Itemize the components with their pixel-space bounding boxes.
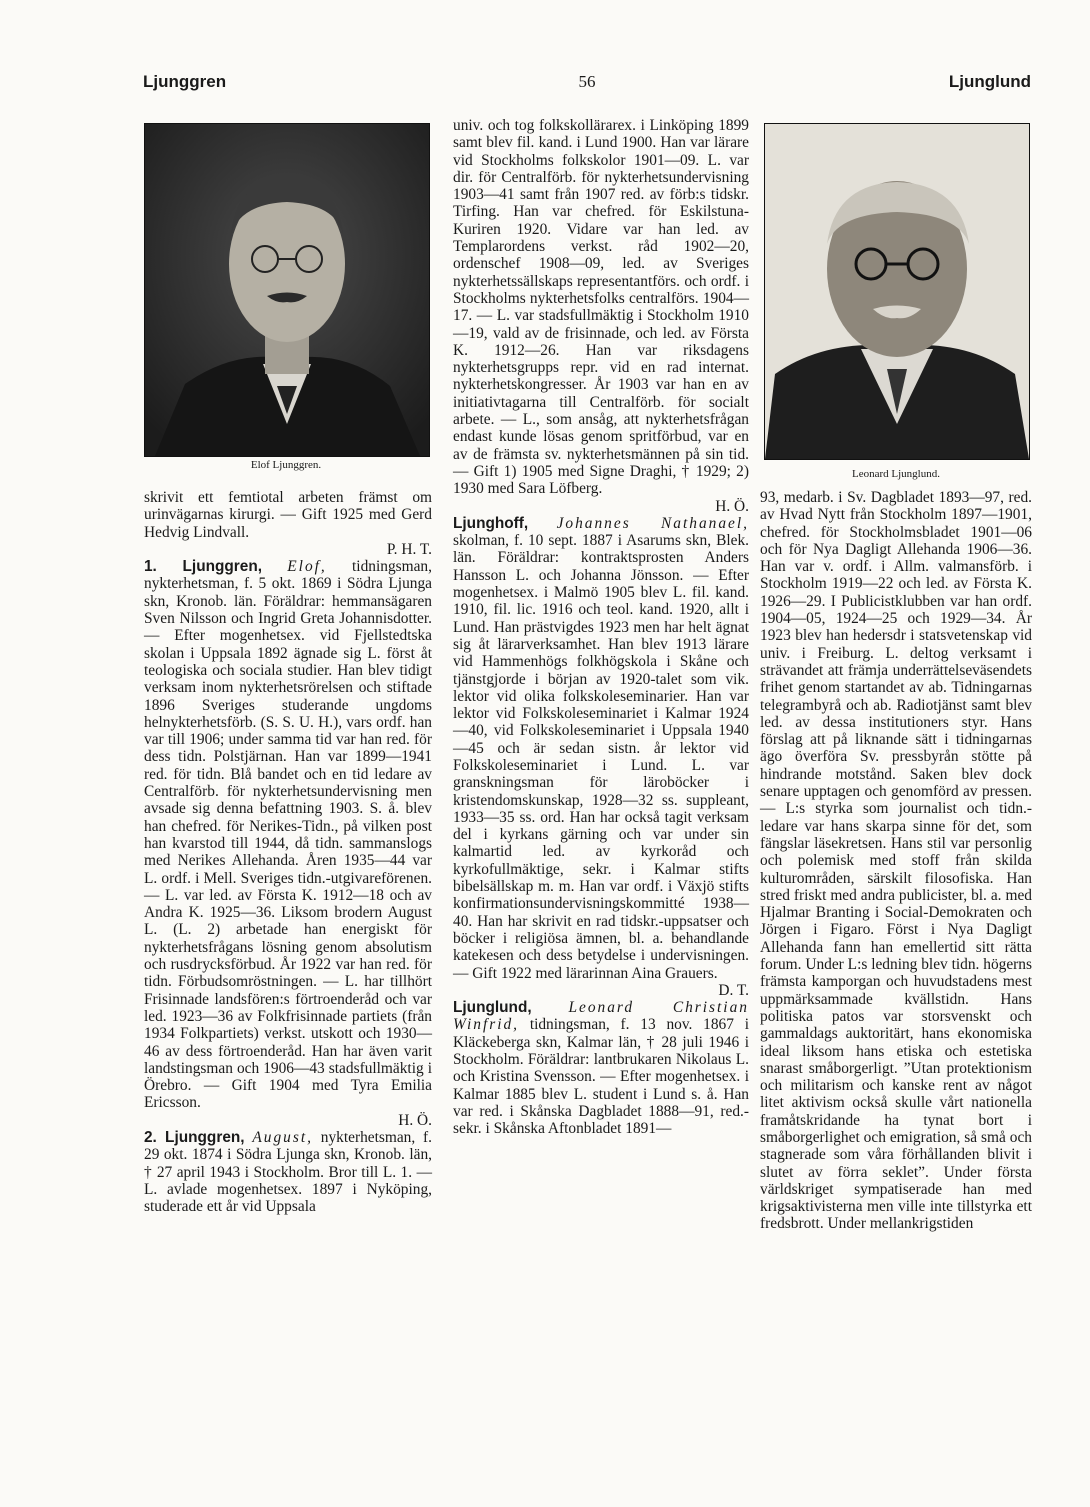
entry-given-name: Johannes Nathanael, [556,514,749,532]
signature: H. Ö. [398,1111,432,1129]
portrait-leonard-image [765,124,1029,459]
column-2-text [453,117,749,1138]
entry-body: tidningsman, f. 13 nov. 1867 i Kläckeberga skn, Kalmar län, † 28 juli 1946 i Stockholm. Föräldrar: lantbrukaren Nikolaus L. och Kristina Svensson. — Efter mogenhetsex. i Kalmar 1885 blev L. student i Lund s. å. Han var red. i Skånska Dagbladet 1888—91, red.-sekr. i Skånska Aftonbladet 1891— [453,1016,749,1138]
entry-heading: Ljunghoff, [453,514,529,532]
signature: H. Ö. [715,497,749,515]
entry-given-name: Elof, [287,558,327,576]
entry-body: skolman, f. 10 sept. 1887 i Asarums skn, Blek. län. Föräldrar: kontraktsprosten Anders Hansson L. och Johanna Jönsson. — Efter mogenhetsex. i Malmö 1905 blev L. fil. kand. 1910, fil. lic. 1916 och teol. kand. 1920, allt i Lund. Han prästvigdes 1923 men har helt ägnat sig åt lärarverksamhet. Han blev 1913 lärare vid Hammenhögs folkhögskola i Skåne och tjänstgjorde i början av 1920-talet som vik. lektor vid olika folkskoleseminarier. Han var lektor vid Folkskoleseminariet i Kalmar 1924—40, vid Folkskoleseminariet i Uppsala 1940—45 och är sedan sistn. år lektor vid Folkskoleseminariet i Lund. L. var granskningsman för läroböcker i kristendomskunskap, 1928—32 ss. suppleant, 1933—35 ss. ord. Han har också tagit verksam del i kyrkans gärning och var under sin kalmartid led. av kyrkoråd och kyrkofullmäktige, sekr. i Kalmar stifts bibelsällskap m. m. Han var ordf. i Växjö stifts konfirmationsundervisningskommitté 1938—40. Han har skrivit en rad tidskr.-uppsatser och böcker i religiösa ämnen, bl. a. behandlande katekesen och dess betydelse i undervisningen. — Gift 1922 med lärarinnan Aina Grauers. [453,532,749,982]
header-right-keyword: Ljunglund [948,72,1031,91]
page-number: 56 [578,72,596,91]
entry-leonard-ljunglund [453,999,749,1137]
running-header [143,72,1031,102]
entry-body: nykterhetsman, f. 29 okt. 1874 i Södra Ljunga skn, Kronob. län, † 27 april 1943 i Stockholm. Bror till L. 1. — L. avlade mogenhetsex. 1897 i Nyköping, studerade ett år vid Uppsala [144,1128,432,1216]
entry-august-ljunggren [144,1129,432,1215]
column-1-text [144,489,432,1215]
entry-elof-ljunggren [144,558,432,1112]
column-3-text [760,489,1032,1233]
header-left-keyword: Ljunggren [143,72,227,91]
entry-heading: 2. Ljunggren, [144,1128,245,1146]
signature: P. H. T. [386,540,432,558]
portrait-elof-ljunggren [144,123,430,457]
signature: D. T. [718,981,749,999]
entry-body: tidningsman, nykterhetsman, f. 5 okt. 1869 i Södra Ljunga skn, Kronob. län. Föräldrar: hemmansägaren Sven Nilsson och Ingrid Greta Johannisdotter. — Efter mogenhetsex. vid Fjellstedtska skolan i Uppsala 1892 ägnade sig L. först åt teologiska och sociala studier. Han blev tidigt verksam inom nykterhetsrörelsen och stiftade 1896 Sveriges studerande ungdoms helnykterhetsförb. (S. S. U. H.), vars ordf. han var till 1906; under samma tid var han red. för dess tidn. Polstjärnan. Han var 1899—1941 red. för tidn. Blå bandet och en tid ledare av Centralförb. för nykterhetsundervisning men avsade sig denna befattning 1903. S. å. blev han chefred. för Nerikes-Tidn., på vilken post han kvarstod till 1944, då tidn. sammanslogs med Nerikes Allehanda. Åren 1935—44 var L. ordf. i Mell. Sveriges tidn.-utgivareförenen. — L. var led. av Första K. 1912—18 och av Andra K. 1925—36. Liksom brodern August L. (L. 2) arbetade han energiskt för nykterhetsfrågans lösning genom absolutism och rusdrycksförbud. År 1922 var han red. för tidn. Förbudsomröstningen. — L. har tillhört Frisinnade landsfören:s förtroenderåd och var led. 1923—36 av Folkfrisinnade partiets (från 1934 Folkpartiets) verkst. utskott och 1930—46 av dess förtroenderåd. Han har även varit landstingsman och 1906—43 stadsfullmäktig i Örebro. — Gift 1904 med Tyra Emilia Ericsson. [144,558,432,1112]
entry-given-name: Leonard Christian Winfrid, [453,999,749,1034]
entry-johannes-ljunghoff [453,515,749,982]
entry-given-name: August, [252,1128,313,1146]
continued-entry-text: 93, medarb. i Sv. Dagbladet 1893—97, red. av Hvad Nytt från Stockholm 1897—1901, chefred. för Stockholmsbladet 1901—06 och för Nya Dagligt Allehanda 1906—36. Han var v. ordf. i Allm. valmansförb. i Stockholm 1919—22 och led. av Första K. 1926—29. I Publicistklubben var han ordf. 1904—05, 1924—25 och 1929—34. År 1923 blev han hedersdr i statsvetenskap vid univ. i Freiburg. L. deltog verksamt i strävandet att främja underrättelseväsendets frihet genom startandet av ab. Tidningarnas telegrambyrå och ab. Radiotjänst samt blev led. av dessa institutioners styr. Hans förslag att på liknande sätt i tidningarnas ägo överföra Sv. pressbyrån stötte på hindrande motstånd. Saken blev dock senare upptagen och genomförd av pressen. — L:s styrka som journalist och tidn.-ledare var hans skarpa sinne för det, som fängslar läsekretsen. Hans stil var personlig och polemisk med stoff från skilda kulturområden, särskilt filosofiska. Han stred friskt med andra publicister, bl. a. med Hjalmar Branting i Social-Demokraten och Jörgen i Figaro. Först i Nya Dagligt Allehanda fann han emellertid sitt rätta forum. Under L:s ledning blev tidn. högerns främsta kamporgan och huvudstadens mest uppmärksammade kvällstidn. Hans politiska patos var storsvenskt och gammaldags auktoritärt, hans ekonomiska ideal liksom hans etiska och estetiska snarast småborgerligt. ”Utan protektionism och militarism och kanske rent av något litet aktivism också skulle vårt nationella framåtskridande ha tynat bort i småborgerlighet och emigration, så små och stagnerade som våra förhållanden blivit i slutet av förra seklet”. Under första världskriget sympatiserade han med krigsaktivisterna men ville inte tillstyrka ett fredsbrott. Under mellankrigstiden [760,489,1032,1233]
continued-entry-text: skrivit ett femtiotal arbeten främst om urinvägarnas kirurgi. — Gift 1925 med Gerd Hedvig Lindvall. [144,489,432,541]
portrait-elof-image [145,124,429,456]
portrait-leonard-ljunglund [764,123,1030,460]
caption-elof: Elof Ljunggren. [250,459,322,471]
caption-leonard: Leonard Ljunglund. [852,468,940,480]
continued-entry-text: univ. och tog folkskollärarex. i Linköping 1899 samt blev fil. kand. i Lund 1900. Han var lärare vid Stockholms folkskolor 1901—09. L. var dir. för Centralförb. för nykterhetsundervisning 1903—41 samt från 1907 red. av förb:s tidskr. Tirfing. Han var chefred. för Eskilstuna-Kuriren 1920. Vidare var han led. av Templarordens verkst. råd 1902—20, ordenschef 1908—09, led. av Sveriges nykterhetssällskaps representantförs. och ordf. i Stockholms nykterhetsfolks centralförs. 1904—17. — L. var stadsfullmäktig i Stockholm 1910—19, vald av de frisinnade, och led. av Första K. 1912—26. Han var riksdagens nykterhetsgrupps repr. vid en rad internat. nykterhetskongresser. År 1903 var han en av initiativtagarna till Centralförb. för socialt arbete. — L., som ansåg, att nykterhetsfrågan endast kunde lösas genom spritförbud, var en av de främsta sv. nykterhetsmännen på sin tid. — Gift 1) 1905 med Signe Draghi, † 1929; 2) 1930 med Sara Löfberg. [453,117,749,498]
entry-heading: Ljunglund, [453,999,532,1017]
entry-heading: 1. Ljunggren, [144,558,263,576]
